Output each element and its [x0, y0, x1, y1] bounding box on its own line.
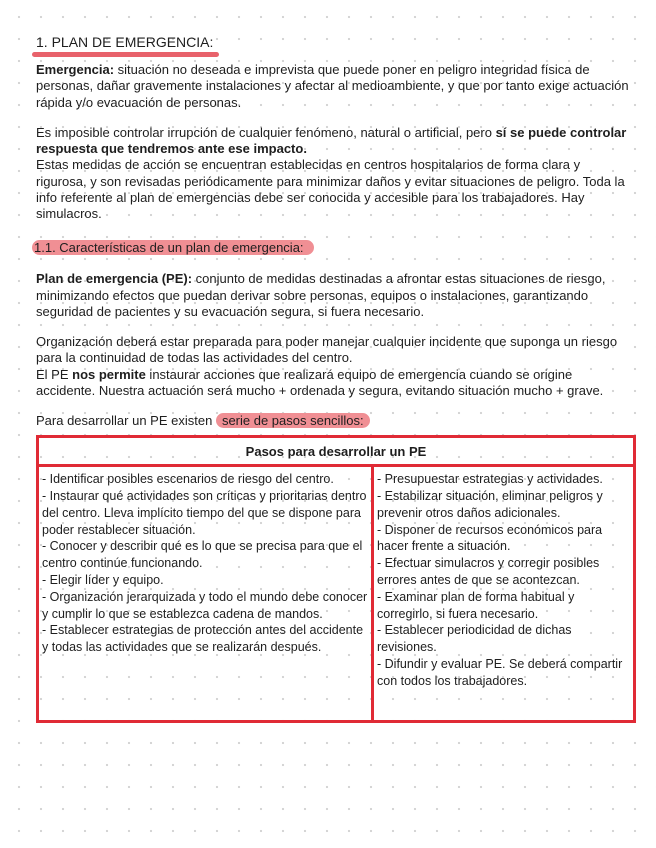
list-item: - Disponer de recursos económicos para hacer frente a situación.: [377, 522, 603, 554]
list-item: - Elegir líder y equipo.: [42, 573, 164, 588]
list-item: - Efectuar simulacros y corregir posibles errores antes de que se acontezcan.: [377, 556, 600, 588]
control-bold-text: sí se puede controlar respuesta que tendremos ante ese impacto.: [36, 124, 627, 156]
emergencia-text: situación no deseada e imprevista que puede poner en peligro integridad física de personas, dañar gravemente instalaciones y afectar al medioambiente, y que por tanto exige actuación rápida y/o evacuación de personas.: [36, 62, 629, 110]
list-item: - Estabilizar situación, eliminar peligros y prevenir otros daños adicionales.: [377, 489, 603, 520]
list-item: - Establecer periodicidad de dichas revisiones.: [377, 623, 572, 655]
list-item: - Instaurar qué actividades son críticas y prioritarias dentro del centro. Lleva implícito tiempo del que se dispone para poder restablecer situación.: [42, 489, 367, 537]
list-item: - Identificar posibles escenarios de riesgo del centro.: [42, 472, 334, 487]
list-item: - Conocer y describir qué es lo que se precisa para que el centro continúe funcionando.: [42, 539, 363, 571]
pe-definition: [36, 271, 632, 320]
list-item: - Presupuestar estrategias y actividades.: [377, 472, 603, 487]
pe-text: conjunto de medidas destinadas a afrontar estas situaciones de riesgo, minimizando efectos que puedan derivar sobre personas, equipos o instalaciones, garantizando seguridad de pacientes y su evacuación segura, si fuera necesario.: [36, 271, 606, 319]
steps-table-header: Pasos para desarrollar un PE: [39, 438, 633, 467]
section-title-plan-emergencia: 1. PLAN DE EMERGENCIA:: [36, 34, 213, 50]
pe-term: Plan de emergencia (PE):: [36, 271, 193, 287]
emergencia-term: Emergencia:: [36, 62, 115, 77]
nos-permite-bold: nos permite: [72, 366, 146, 382]
pasos-highlight: serie de pasos sencillos:: [216, 413, 370, 428]
title-underline: [32, 52, 219, 57]
list-item: - Examinar plan de forma habitual y corregirlo, si fuera necesario.: [377, 589, 575, 621]
pasos-intro: Para desarrollar un PE existen serie de pasos sencillos:: [36, 413, 632, 429]
control-paragraph: Es imposible controlar irrupción de cualquier fenómeno, natural o artificial, pero sí se puede controlar respuesta que tendremos ante ese impacto. Estas medidas de acción se encuentran establecidas en centros hospitalarios de forma clara y rigurosa, y son revisadas periódicamente para minimizar daños y evitar situaciones de peligro. Toda la info referente al plan de emergencias debe ser conocida y accesible para los trabajadores. Hay simulacros.: [36, 124, 627, 221]
document-page: [36, 34, 632, 723]
emergencia-definition: [36, 62, 632, 111]
steps-left-column: [39, 467, 374, 720]
organizacion-paragraph: Organización deberá estar preparada para poder manejar cualquier incidente que suponga un riesgo para la continuidad de todas las actividades del centro. El PE nos permite instaurar acciones que realizará equipo de emergencia cuando se origine accidente. Nuestra actuación será mucho + ordenada y segura, evitando situación mucho + grave.: [36, 334, 618, 398]
steps-table: [36, 435, 636, 723]
medidas-text: Estas medidas de acción se encuentran establecidas en centros hospitalarios de forma clara y rigurosa, y son revisadas periódicamente para minimizar daños y evitar situaciones de peligro. Toda la info referente al plan de emergencias debe ser conocida y accesible para los trabajadores. Hay simulacros.: [36, 157, 625, 221]
list-item: - Organización jerarquizada y todo el mundo debe conocer y cumplir lo que se establezca cadena de mandos.: [42, 589, 368, 621]
list-item: - Establecer estrategias de protección antes del accidente y todas las actividades que se realizarán después.: [42, 623, 364, 655]
list-item: - Difundir y evaluar PE. Se deberá compartir con todos los trabajadores.: [377, 657, 623, 688]
steps-right-column: [374, 467, 633, 720]
section-title-caracteristicas: 1.1. Características de un plan de emergencia:: [32, 240, 314, 255]
